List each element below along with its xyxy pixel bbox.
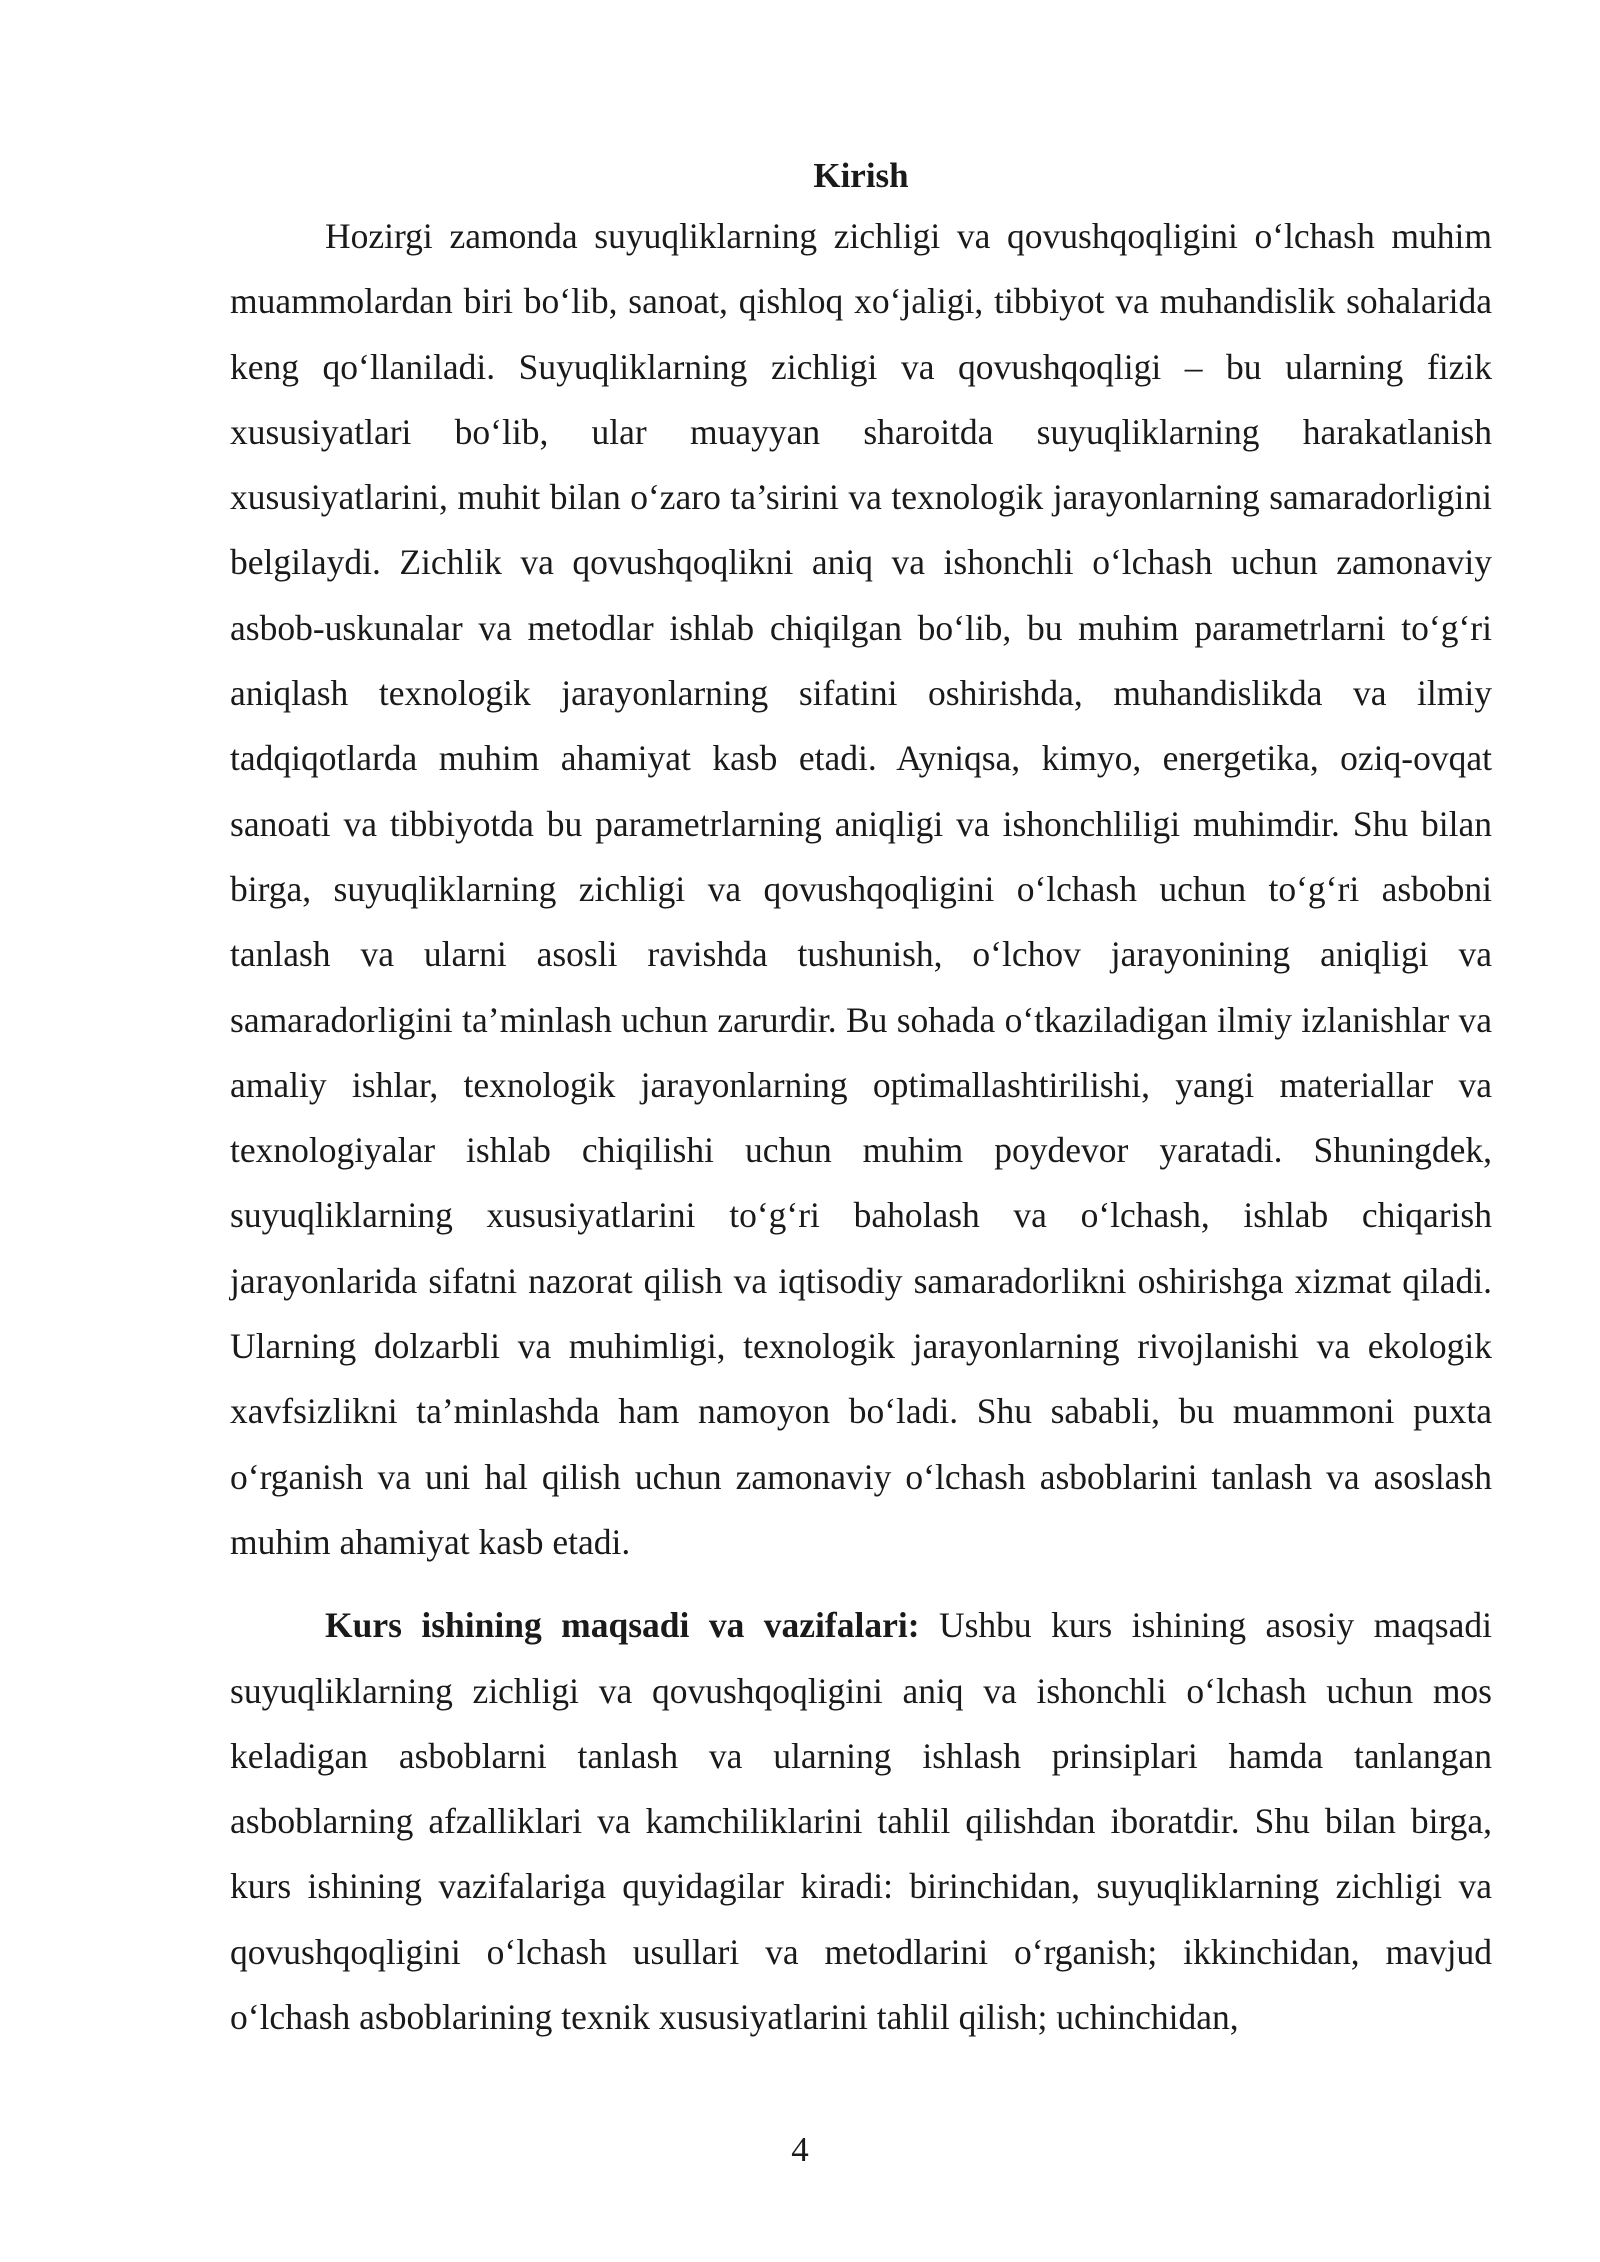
intro-paragraph: Hozirgi zamonda suyuqliklarning zichligi va qovushqoqligini o‘lchash muhim muammolardan biri bo‘lib, sanoat, qishloq xo‘jaligi, tibbiyot va muhandislik sohalarida keng qo‘llaniladi. Suyuqliklarning zichligi va qovushqoqligi – bu ularning fizik xususiyatlari bo‘lib, ular muayyan sharoitda suyuqliklarning harakatlanish xususiyatlarini, muhit bilan o‘zaro ta’sirini va texnologik jarayonlarning samaradorligini belgilaydi. Zichlik va qovushqoqlikni aniq va ishonchli o‘lchash uchun zamonaviy asbob-uskunalar va metodlar ishlab chiqilgan bo‘lib, bu muhim parametrlarni to‘g‘ri aniqlash texnologik jarayonlarning sifatini oshirishda, muhandislikda va ilmiy tadqiqotlarda muhim ahamiyat kasb etadi. Ayniqsa, kimyo, energetika, oziq-ovqat sanoati va tibbiyotda bu parametrlarning aniqligi va ishonchliligi muhimdir. Shu bilan birga, suyuqliklarning zichligi va qovushqoqligini o‘lchash uchun to‘g‘ri asbobni tanlash va ularni asosli ravishda tushunish, o‘lchov jarayonining aniqligi va samaradorligini ta’minlash uchun zarurdir. Bu sohada o‘tkaziladigan ilmiy izlanishlar va amaliy ishlar, texnologik jarayonlarning optimallashtirilishi, yangi materiallar va texnologiyalar ishlab chiqilishi uchun muhim poydevor yaratadi. Shuningdek, suyuqliklarning xususiyatlarini to‘g‘ri baholash va o‘lchash, ishlab chiqarish jarayonlarida sifatni nazorat qilish va iqtisodiy samaradorlikni oshirishga xizmat qiladi. Ularning dolzarbli va muhimligi, texnologik jarayonlarning rivojlanishi va ekologik xavfsizlikni ta’minlashda ham namoyon bo‘ladi. Shu sababli, bu muammoni puxta o‘rganish va uni hal qilish uchun zamonaviy o‘lchash asboblarini tanlash va asoslash muhim ahamiyat kasb etadi. [230, 216, 1492, 1562]
goals-paragraph [230, 1593, 1492, 2050]
section-heading: Kirish [813, 156, 909, 195]
page-content [230, 148, 1492, 2050]
page-number: 4 [791, 2130, 809, 2169]
goals-lead: Kurs ishining maqsadi va vazifalari: [325, 1605, 920, 1646]
goals-body: Ushbu kurs ishining asosiy maqsadi suyuqliklarning zichligi va qovushqoqligini aniq va ishonchli o‘lchash uchun mos keladigan asboblarni tanlash va ularning ishlash prinsiplari hamda tanlangan asboblarning afzalliklari va kamchiliklarini tahlil qilishdan iboratdir. Shu bilan birga, kurs ishining vazifalariga quyidagilar kiradi: birinchidan, suyuqliklarning zichligi va qovushqoqligini o‘lchash usullari va metodlarini o‘rganish; ikkinchidan, mavjud o‘lchash asboblarining texnik xususiyatlarini tahlil qilish; uchinchidan, [230, 1605, 1492, 2038]
